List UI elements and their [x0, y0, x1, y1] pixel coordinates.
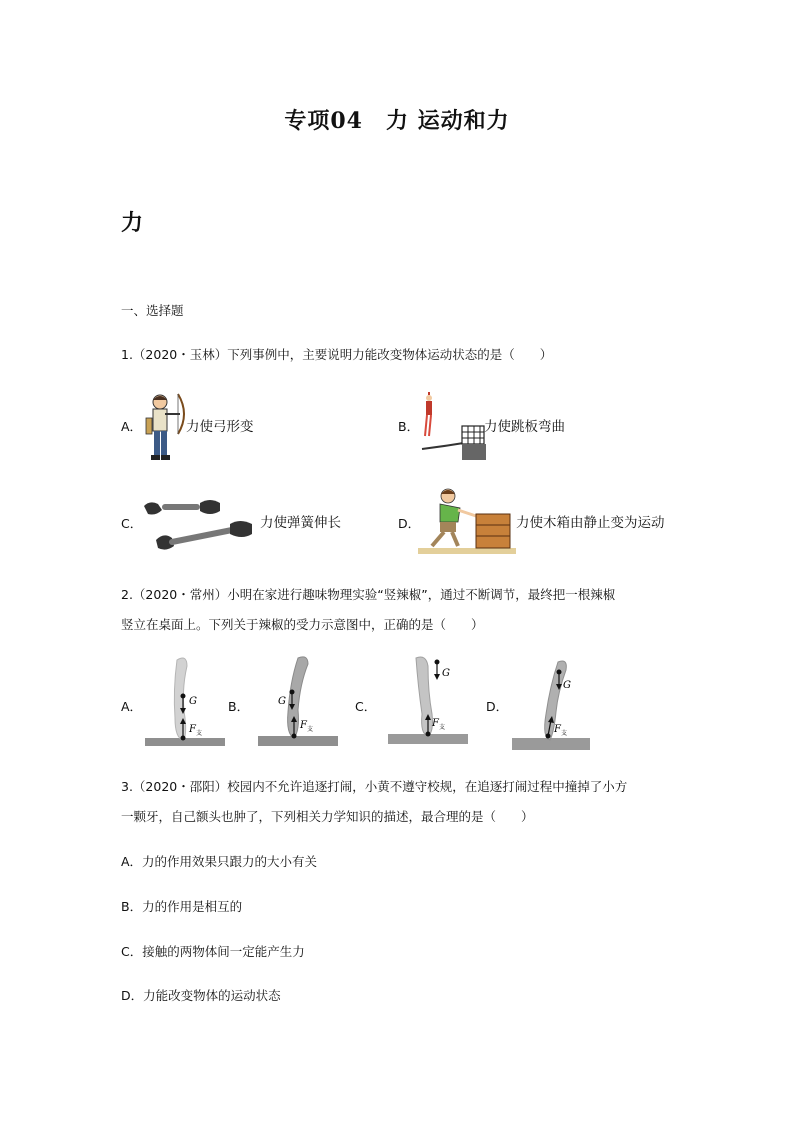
support-force-label: F	[189, 724, 196, 735]
q1-option-b-letter: B．	[398, 419, 420, 434]
chili-diagram-a	[145, 652, 225, 748]
q2-stem-line1: 2.（2020・常州）小明在家进行趣味物理实验“竖辣椒”，通过不断调节，最终把一根辣椒	[121, 587, 616, 602]
q1-option-a-letter: A．	[121, 419, 143, 434]
archer-figure	[140, 390, 190, 464]
support-force-label: F	[300, 720, 307, 731]
chili-diagram-c	[388, 652, 468, 748]
gravity-label: G	[563, 680, 571, 691]
q1-option-c-text: 力使弹簧伸长	[260, 515, 341, 531]
support-force-label: F	[432, 718, 439, 729]
support-force-sub: 支	[439, 724, 446, 731]
gravity-label: G	[278, 696, 286, 707]
support-force-sub: 支	[307, 726, 314, 733]
gravity-label: G	[442, 668, 450, 679]
q3-option-a: A．力的作用效果只跟力的大小有关	[121, 854, 318, 869]
spring-figure	[142, 494, 262, 554]
push-box-figure	[418, 486, 516, 556]
support-force-sub: 支	[561, 730, 568, 737]
q1-stem: 1.（2020・玉林）下列事例中，主要说明力能改变物体运动状态的是（ ）	[121, 347, 553, 362]
q3-option-c: C．接触的两物体间一定能产生力	[121, 944, 305, 959]
chili-diagram-b	[258, 652, 338, 748]
q2-stem-line2: 竖立在桌面上。下列关于辣椒的受力示意图中，正确的是（ ）	[121, 617, 484, 632]
part-heading: 一、选择题	[121, 303, 184, 318]
gravity-label: G	[189, 696, 197, 707]
q2-option-a-letter: A．	[121, 699, 143, 714]
support-force-sub: 支	[196, 730, 203, 737]
q2-option-b-letter: B．	[228, 699, 250, 714]
support-force-label: F	[554, 724, 561, 735]
section-heading: 力	[121, 210, 144, 236]
diving-board-figure	[418, 392, 490, 462]
q3-stem-line2: 一颗牙，自己额头也肿了，下列相关力学知识的描述，最合理的是（ ）	[121, 809, 534, 824]
q1-option-d-letter: D．	[398, 516, 421, 531]
chili-diagram-d	[512, 652, 592, 752]
q3-option-d: D．力能改变物体的运动状态	[121, 988, 281, 1003]
q2-option-d-letter: D．	[486, 699, 509, 714]
q3-option-b: B．力的作用是相互的	[121, 899, 243, 914]
q1-option-b-text: 力使跳板弯曲	[484, 419, 565, 435]
q1-option-a-text: 力使弓形变	[186, 419, 254, 435]
q3-stem-line1: 3.（2020・邵阳）校园内不允许追逐打闹，小黄不遵守校规，在追逐打闹过程中撞掉了小方	[121, 779, 628, 794]
page-title: 专项04 力 运动和力	[284, 108, 510, 134]
q1-option-d-text: 力使木箱由静止变为运动	[516, 515, 665, 531]
q1-option-c-letter: C．	[121, 516, 143, 531]
q2-option-c-letter: C．	[355, 699, 377, 714]
